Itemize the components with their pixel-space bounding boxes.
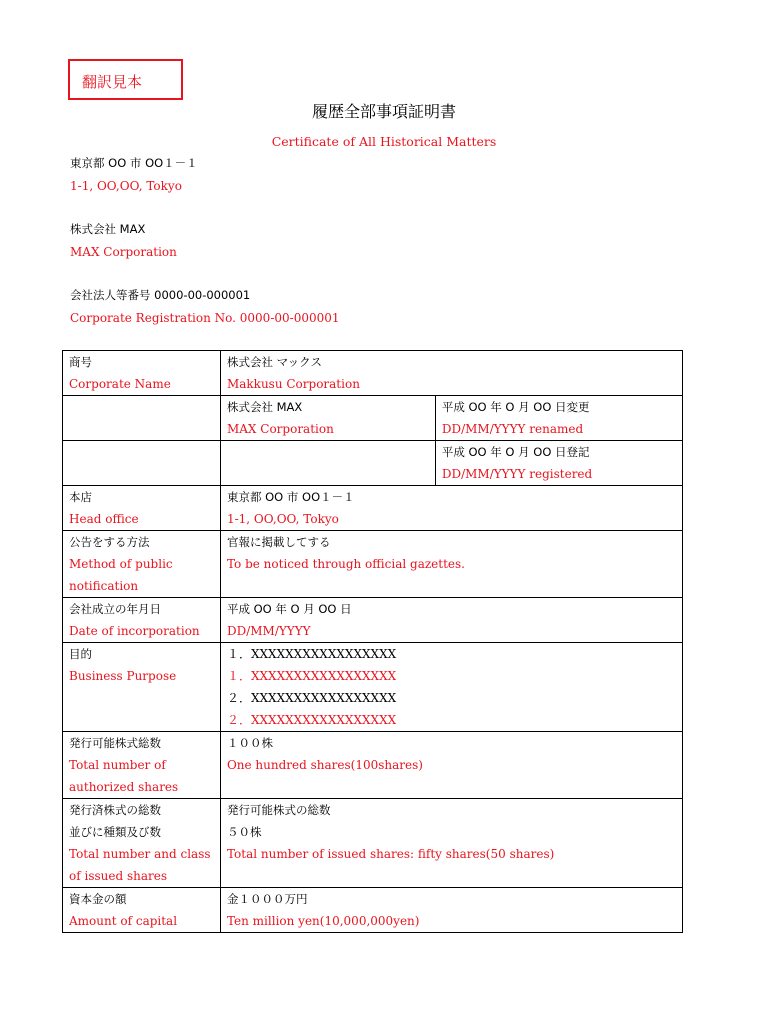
cell-value: [220, 351, 682, 396]
value-en: Total number of issued shares: fifty shares(50 shares): [226, 847, 555, 861]
table-row-authorized-shares: [63, 732, 683, 799]
table-row-public-notice: [63, 531, 683, 598]
value-en: MAX Corporation: [226, 422, 334, 436]
cell-label: [63, 351, 221, 396]
purpose-item-1-en: １．XXXXXXXXXXXXXXXXX: [226, 669, 397, 683]
document-title-jp: 履歴全部事項証明書: [311, 102, 456, 121]
purpose-item-2-en: ２．XXXXXXXXXXXXXXXXX: [226, 713, 397, 727]
value-jp: 金１０００万円: [226, 892, 308, 906]
cell-label: [63, 643, 221, 732]
label-en-line-1: Total number and class: [69, 847, 211, 861]
value-en: Makkusu Corporation: [226, 377, 360, 391]
cell-value: [220, 486, 682, 531]
label-jp: 目的: [69, 647, 92, 661]
label-jp-line-1: 発行済株式の総数: [69, 803, 161, 817]
registration-table: [62, 350, 683, 933]
table-row-rename: [63, 396, 683, 441]
value-jp: １００株: [226, 736, 273, 750]
value-en: DD/MM/YYYY: [226, 624, 311, 638]
label-en-line-2: notification: [69, 579, 139, 593]
cell-value: [220, 888, 682, 933]
date-jp: 平成 OO 年 O 月 OO 日登記: [441, 445, 590, 459]
label-en-line-1: Total number of: [69, 758, 166, 772]
table-row-issued-shares: [63, 799, 683, 888]
date-jp: 平成 OO 年 O 月 OO 日変更: [441, 400, 590, 414]
date-en: DD/MM/YYYY renamed: [441, 422, 584, 436]
table-row-registration: [63, 441, 683, 486]
date-en: DD/MM/YYYY registered: [441, 467, 593, 481]
address-en: 1-1, OO,OO, Tokyo: [70, 179, 182, 193]
cell-value: [220, 396, 435, 441]
document-title-en: Certificate of All Historical Matters: [271, 134, 497, 149]
value-en: To be noticed through official gazettes.: [226, 557, 465, 571]
label-jp: 発行可能株式総数: [69, 736, 161, 750]
cell-label: [63, 888, 221, 933]
translation-sample-stamp: 翻訳見本: [68, 59, 183, 100]
purpose-item-1-jp: １．XXXXXXXXXXXXXXXXX: [226, 647, 397, 661]
value-en: One hundred shares(100shares): [226, 758, 423, 772]
value-jp: 株式会社 マックス: [226, 355, 323, 369]
purpose-item-2-jp: ２．XXXXXXXXXXXXXXXXX: [226, 691, 397, 705]
value-en: Ten million yen(10,000,000yen): [226, 914, 420, 928]
label-en-line-2: of issued shares: [69, 869, 167, 883]
cell-label: [63, 486, 221, 531]
value-jp-line-2: ５０株: [226, 825, 262, 839]
value-jp-line-1: 発行可能株式の総数: [226, 803, 331, 817]
label-jp: 資本金の額: [69, 892, 127, 906]
label-jp: 会社成立の年月日: [69, 602, 161, 616]
cell-value: [220, 531, 682, 598]
value-jp: 株式会社 MAX: [226, 400, 303, 414]
label-en: Business Purpose: [69, 669, 177, 683]
table-row-corporate-name: [63, 351, 683, 396]
cell-label: [63, 531, 221, 598]
table-row-business-purpose: [63, 643, 683, 732]
company-name-en: MAX Corporation: [70, 245, 177, 259]
cell-value: [220, 643, 682, 732]
cell-value: [220, 732, 682, 799]
value-en: 1-1, OO,OO, Tokyo: [226, 512, 339, 526]
cell-label: [63, 598, 221, 643]
label-jp: 商号: [69, 355, 92, 369]
address-jp: 東京都 OO 市 OO１－１: [70, 156, 198, 170]
cell-date: [435, 441, 682, 486]
cell-date: [435, 396, 682, 441]
cell-value: [220, 441, 435, 486]
label-en: Head office: [69, 512, 139, 526]
value-jp: 平成 OO 年 O 月 OO 日: [226, 602, 352, 616]
label-en: Corporate Name: [69, 377, 171, 391]
label-jp-line-2: 並びに種類及び数: [69, 825, 161, 839]
cell-label: [63, 441, 221, 486]
table-row-incorporation: [63, 598, 683, 643]
label-en-line-2: authorized shares: [69, 780, 179, 794]
table-row-head-office: [63, 486, 683, 531]
value-jp: 東京都 OO 市 OO１－１: [226, 490, 355, 504]
company-name-jp: 株式会社 MAX: [70, 222, 146, 236]
table-row-capital: [63, 888, 683, 933]
cell-label: [63, 396, 221, 441]
label-jp: 本店: [69, 490, 92, 504]
registration-number-en: Corporate Registration No. 0000-00-000001: [70, 311, 340, 325]
label-jp: 公告をする方法: [69, 535, 150, 549]
cell-value: [220, 799, 682, 888]
cell-value: [220, 598, 682, 643]
label-en-line-1: Method of public: [69, 557, 173, 571]
cell-label: [63, 799, 221, 888]
value-jp: 官報に掲載してする: [226, 535, 331, 549]
label-en: Date of incorporation: [69, 624, 200, 638]
cell-label: [63, 732, 221, 799]
registration-number-jp: 会社法人等番号 0000-00-000001: [70, 288, 251, 302]
label-en: Amount of capital: [69, 914, 178, 928]
